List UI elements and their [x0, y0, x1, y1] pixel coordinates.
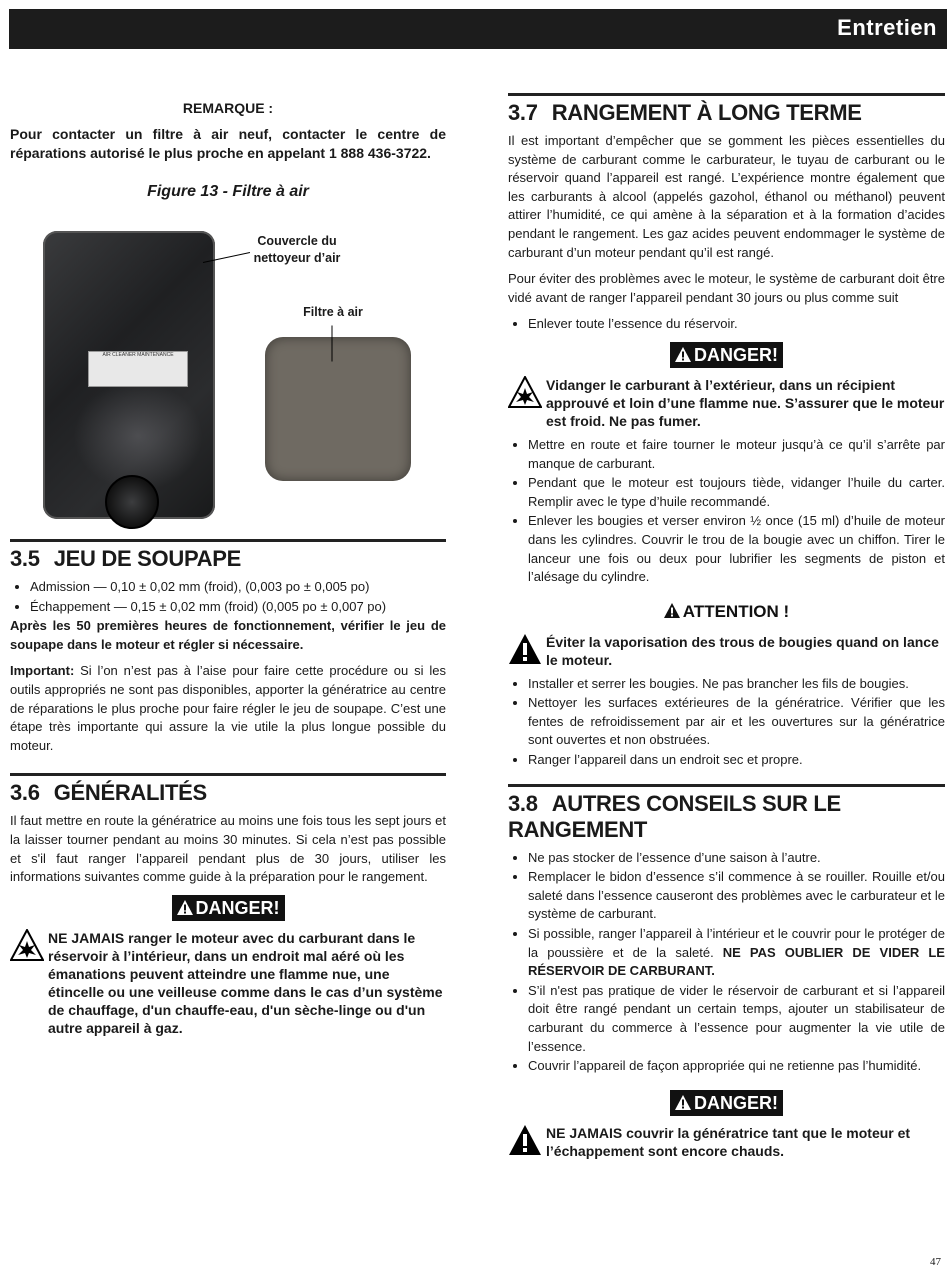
exclamation-warning-icon	[508, 1124, 542, 1156]
note-body: Pour contacter un filtre à air neuf, contacter le centre de réparations autorisé le plus proche en appelant 1 888 436-3722.	[10, 126, 446, 161]
list-item: • Échappement — 0,15 ± 0,02 mm (froid) (0,005 po ± 0,007 po)	[30, 598, 446, 617]
danger-badge	[172, 895, 285, 921]
warning-triangle-icon	[664, 603, 680, 618]
warning-triangle-icon	[675, 1095, 691, 1110]
list-item: • S’il n'est pas pratique de vider le réservoir de carburant et si l’appareil doit être rangé pendant un certain temps, ajouter un stabilisateur de carburant du commerce à l’essence pour augmenter la vie utile de l’essence.	[528, 982, 945, 1056]
callout-cover-label: Couvercle du nettoyeur d’air	[253, 234, 341, 265]
header-bar	[9, 9, 947, 49]
danger-badge	[670, 1090, 783, 1116]
storage-paragraph-1: Il est important d’empêcher que se gomment les pièces essentielles du système de carburant comme le carburateur, le tuyau de carburant ou le réservoir quand l’appareil est rangé. L’expérience montre également que les carburants à alcool (appelés gazohol, éthanol ou méthanol) peuvent attirer l’humidité, ce qui amène à la séparation et à la formation d’acides pendant le rangement. Les gaz acides peuvent endommager le système de carburant d’un moteur pendant qu’il est rangé.	[508, 133, 945, 260]
section-title-3-5	[10, 546, 446, 572]
section-rule-3-5	[10, 539, 446, 542]
cover-shine	[73, 381, 203, 491]
list-item: • Remplacer le bidon d’essence s’il commence à se rouiller. Rouille et/ou saleté dans l’essence causeront des problèmes avec le carburateur et le système de carburant.	[528, 868, 945, 924]
storage-list-2	[508, 436, 945, 587]
list-item: • Couvrir l’appareil de façon appropriée qui ne retienne pas l’humidité.	[528, 1057, 945, 1076]
important-label: Important:	[10, 663, 75, 679]
list-item: • Enlever toute l’essence du réservoir.	[528, 315, 945, 334]
warning-triangle-icon	[177, 900, 193, 915]
danger-text: Vidanger le carburant à l’extérieur, dans un récipient approuvé et loin d’une flamme nue. S’assurer que le moteur est froid. Ne pas fumer.	[546, 376, 945, 429]
danger-label: DANGER!	[694, 344, 778, 365]
section-number: 3.8	[508, 790, 538, 816]
cover-label-text: AIR CLEANER MAINTENANCE	[102, 352, 174, 358]
header-title: Entretien	[837, 15, 937, 40]
section-rule-3-8	[508, 784, 945, 787]
danger-text: NE JAMAIS ranger le moteur avec du carburant dans le réservoir à l’intérieur, dans un endroit mal aéré où les émanations peuvent atteindre une flamme nue, une étincelle ou une veilleuse comme dans le cas d’un système de chauffage, d'un chauffe-eau, d'un sèche-linge ou d'un autre appareil à gaz.	[48, 929, 443, 1036]
callout-filter-label: Filtre à air	[303, 305, 363, 319]
figure-caption: Figure 13 - Filtre à air	[147, 183, 309, 200]
attention-badge	[660, 599, 793, 625]
list-item: • Nettoyer les surfaces extérieures de la génératrice. Vérifier que les fentes de refroidissement par air et les ouvertures sur la génératrice sont ouvertes et non obstruées.	[528, 694, 945, 750]
danger-badge-wrap	[508, 342, 945, 368]
explosion-hazard-icon	[10, 929, 44, 961]
storage-list-3	[508, 675, 945, 770]
important-paragraph	[10, 662, 446, 755]
section-heading: GÉNÉRALITÉS	[53, 780, 207, 806]
warning-triangle-icon	[675, 347, 691, 362]
important-text: Si l’on n’est pas à l’aise pour faire cette procédure ou si les outils appropriés ne sont pas disponibles, apporter la génératrice au centre de réparations le plus proche pour faire régler le jeu de soupape. C’est une étape très importante qui assure la vie utile la plus longue possible du moteur.	[10, 663, 446, 753]
air-cleaner-cover-image	[43, 231, 215, 519]
danger-badge-wrap	[10, 895, 446, 921]
tips-list	[508, 849, 945, 1076]
list-item-emphasis: NE PAS OUBLIER DE VIDER LE RÉSERVOIR DE CARBURANT.	[528, 944, 945, 979]
cover-label	[88, 351, 188, 387]
section-number: 3.6	[10, 780, 40, 806]
section-title-3-7	[508, 100, 945, 126]
left-column	[10, 100, 446, 1043]
danger-badge-wrap	[508, 1090, 945, 1116]
air-filter-figure	[10, 209, 446, 539]
list-item: • Mettre en route et faire tourner le moteur jusqu’à ce qu’il s’arrête par manque de carburant.	[528, 436, 945, 473]
storage-list-1	[508, 315, 945, 334]
section-title-3-6	[10, 780, 446, 806]
list-item: • Ne pas stocker de l’essence d’une saison à l’autre.	[528, 849, 945, 868]
list-item	[528, 925, 945, 981]
attention-warning	[508, 633, 945, 669]
air-filter-foam-image	[265, 337, 411, 481]
valve-check-paragraph: Après les 50 premières heures de fonctionnement, vérifier le jeu de soupape dans le moteur et régler si nécessaire.	[10, 618, 446, 652]
general-paragraph: Il faut mettre en route la génératrice au moins une fois tous les sept jours et la laisser tourner pendant au moins 30 minutes. Si cela n’est pas possible et s'il faut ranger l’appareil pendant plus de 30 jours, utiliser les informations suivantes comme guide à la préparation pour le rangement.	[10, 813, 446, 885]
danger-label: DANGER!	[694, 1092, 778, 1113]
section-heading: AUTRES CONSEILS SUR LE RANGEMENT	[508, 790, 841, 842]
section-number: 3.5	[10, 546, 40, 571]
note-title: REMARQUE :	[182, 100, 274, 116]
exclamation-warning-icon	[508, 633, 542, 665]
page-number: 47	[930, 1256, 941, 1268]
attention-text: Éviter la vaporisation des trous de bougies quand on lance le moteur.	[546, 633, 939, 668]
section-heading: JEU DE SOUPAPE	[53, 546, 242, 571]
section-rule-3-6	[10, 773, 446, 776]
list-item: • Enlever les bougies et verser environ ½ once (15 ml) d’huile de moteur dans les cylindres. Couvrir le trou de la bougie avec un chiffon. Tirer le lanceur une fois ou deux pour lubrifier les segments de piston et l’alésage du cylindre.	[528, 512, 945, 586]
list-item: • Pendant que le moteur est toujours tiède, vidanger l’huile du carter. Remplir avec le type d’huile recommandé.	[528, 474, 945, 511]
section-title-3-8	[508, 791, 945, 843]
list-item: • Admission — 0,10 ± 0,02 mm (froid), (0,003 po ± 0,005 po)	[30, 578, 446, 597]
cover-knob	[105, 475, 159, 529]
explosion-hazard-icon	[508, 376, 542, 408]
list-item-text: Si possible, ranger l’appareil à l’intérieur et le couvrir pour le protéger de la poussière et de la saleté.	[528, 926, 945, 960]
danger-warning	[10, 929, 446, 1037]
callout-filter-line	[332, 326, 333, 362]
danger-badge	[670, 342, 783, 368]
section-rule-3-7	[508, 93, 945, 96]
valve-clearance-list	[10, 578, 446, 616]
section-heading: RANGEMENT À LONG TERME	[551, 100, 862, 125]
danger-warning	[508, 1124, 945, 1160]
danger-label: DANGER!	[195, 897, 280, 918]
attention-label: ATTENTION !	[682, 601, 790, 621]
danger-text: NE JAMAIS couvrir la génératrice tant que le moteur et l’échappement sont encore chauds.	[546, 1124, 911, 1159]
section-number: 3.7	[508, 100, 538, 125]
right-column	[508, 93, 945, 1166]
list-item: • Installer et serrer les bougies. Ne pas brancher les fils de bougies.	[528, 675, 945, 694]
list-item: • Ranger l’appareil dans un endroit sec et propre.	[528, 751, 945, 770]
danger-warning	[508, 376, 945, 430]
storage-paragraph-2: Pour éviter des problèmes avec le moteur, le système de carburant doit être vidé avant de ranger l’appareil pendant 30 jours ou plus comme suit	[508, 271, 945, 305]
attention-badge-wrap	[508, 599, 945, 625]
